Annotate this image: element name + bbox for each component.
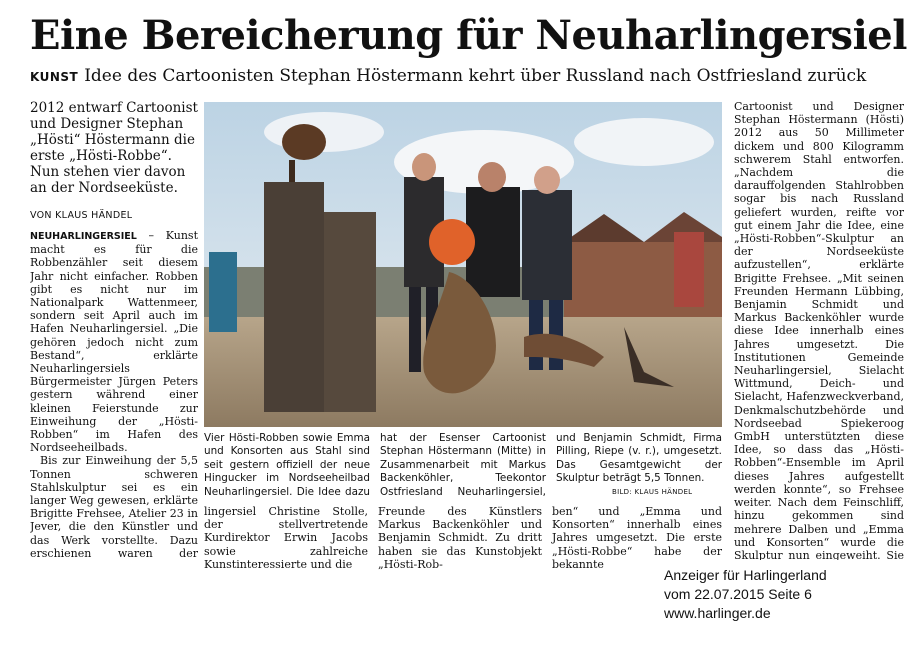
source-note xyxy=(664,566,827,623)
paragraph: Freunde des Künstlers Markus Backenköhler und Benjamin Schmidt. Zu dritt haben sie das Kunstobjekt „Hösti-Rob- xyxy=(378,505,542,571)
article-column-1 xyxy=(30,229,198,559)
caption-text: Vier Hösti-Robben sowie Emma und Konsorten aus Stahl sind seit gestern offiziell der neue Hingucker im Nordseeheilbad Neuharlingersiel. Die Idee dazu hat der Esenser Cartoonist Stephan Höstermann (Mitte) in Zusammenarbeit mit Markus Backenköhler, Teekontor Ostfriesland Neuharlingersiel, und Benjamin Schmidt, Firma Pilling, Riepe (v. r.), umgesetzt. Das Gesamtgewicht der Skulptur beträgt 5,5 Tonnen. xyxy=(204,432,722,498)
paragraph: NEUHARLINGERSIEL – Kunst macht es für die Robbenzähler seit diesem Jahr nicht einfacher. Robben gibt es nicht nur im Nationalpark Wattenmeer, sondern seit April auch im Hafen Neuharlingersiel. „Die gehören jedoch nicht zum Bestand“, erklärte Neuharlingersiels Bürgermeister Jürgen Peters gestern während einer kleinen Feierstunde zur Einweihung der „Hösti-Robben“ im Hafen des Nordseeheilbads. xyxy=(30,229,198,455)
paragraph: lingersiel Christine Stolle, der stellvertretende Kurdirektor Erwin Jacobs sowie zahlreiche Kunstinteressierte und die xyxy=(204,505,368,571)
photo-credit: BILD: KLAUS HÄNDEL xyxy=(612,488,693,496)
article-column-4 xyxy=(552,505,722,571)
subheadline xyxy=(30,66,910,87)
paragraph: ben“ und „Emma und Konsorten“ innerhalb eines Jahres umgesetzt. Die erste „Hösti-Robbe“ habe der bekannte xyxy=(552,505,722,571)
dateline: NEUHARLINGERSIEL xyxy=(30,231,137,242)
article-column-3 xyxy=(378,505,542,571)
kicker: KUNST xyxy=(30,70,79,84)
byline: VON KLAUS HÄNDEL xyxy=(30,210,133,221)
subheadline-text: Idee des Cartoonisten Stephan Höstermann kehrt über Russland nach Ostfriesland zurück xyxy=(84,66,867,86)
source-url[interactable]: www.harlinger.de xyxy=(664,605,771,621)
source-publication: Anzeiger für Harlingerland xyxy=(664,567,827,583)
headline: Eine Bereicherung für Neuharlingersiel xyxy=(30,12,907,59)
source-date: vom 22.07.2015 Seite 6 xyxy=(664,586,812,602)
paragraph: Cartoonist und Designer Stephan Höstermann (Hösti) 2012 aus 50 Millimeter dickem und 800 Kilogramm schwerem Stahl entworfen. „Nachdem die darauffolgenden Stahlrobben sogar bis nach Russland geliefert wurden, reifte vor gut einem Jahr die Idee, eine „Hösti-Robben“-Skulptur an der Nordseeküste aufzustellen“, erklärte Brigitte Frehsee. „Mit seinen Freunden Hermann Lübbing, Benjamin Schmidt und Markus Backenköhler wurde diese Idee innerhalb eines Jahres umgesetzt. Die Institutionen Gemeinde Neuharlingersiel, Sielacht Wittmund, Deich- und Sielacht, Hafenzweckverband, Denkmalschutzbehörde und Nordseebad Spiekeroog GmbH unterstützten diese Idee, so dass das „Hösti-Robben“-Ensemble im April dieses Jahres aufgestellt werden konnte“, so Frehsee weiter. Nach dem Feinschliff, hinzu gekommen sind mehrere Dalben und „Emma und Konsorten“ wurde die Skulptur nun eingeweiht. Sie xyxy=(734,100,904,560)
lead-paragraph: 2012 entwarf Cartoonist und Designer Stephan „Hösti“ Höstermann die erste „Hösti-Robbe“. Nun stehen vier davon an der Nordseeküste. xyxy=(30,100,198,196)
article-photo xyxy=(204,102,722,427)
article-column-2 xyxy=(204,505,368,571)
paragraph: Bis zur Einweihung der 5,5 Tonnen schweren Stahlskulptur sei es ein langer Weg gewesen, erklärte Brigitte Frehsee, Atelier 23 in Jever, die den Künstler und das Werk vorstellte. Dazu erschienen waren der xyxy=(30,454,198,559)
article-column-5 xyxy=(734,100,904,560)
